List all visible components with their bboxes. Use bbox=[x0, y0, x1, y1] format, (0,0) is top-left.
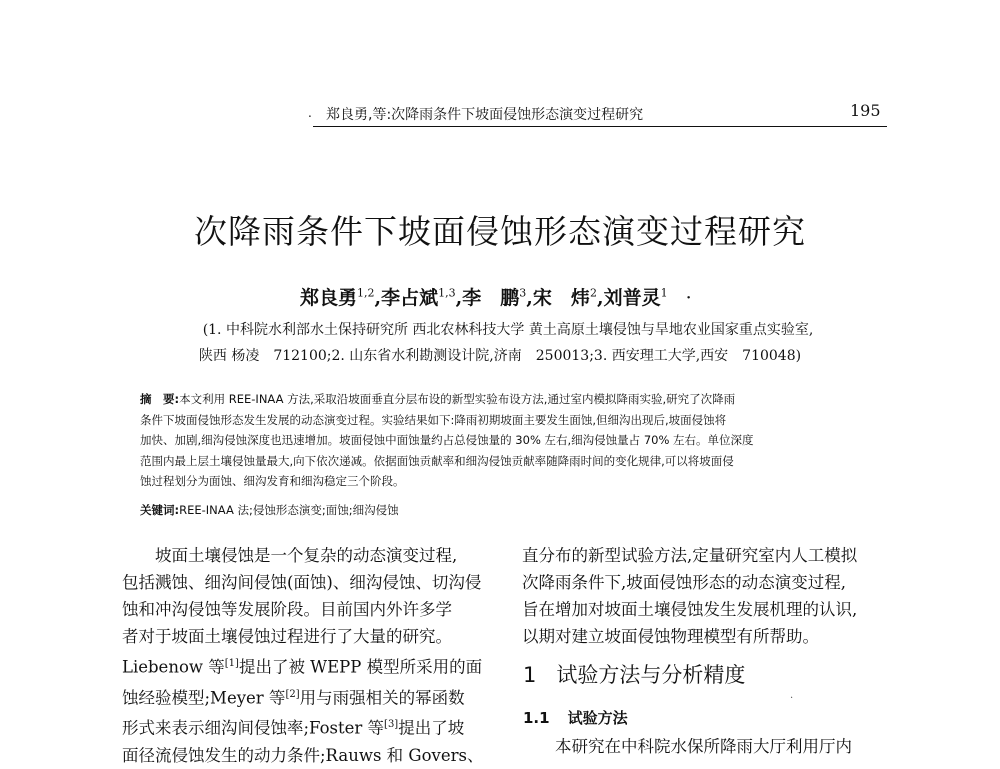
body-text: 蚀经验模型;Meyer 等 bbox=[122, 688, 286, 707]
section-number: 1 bbox=[523, 663, 537, 687]
body-left-column bbox=[122, 542, 502, 769]
abstract-line: 条件下坡面侵蚀形态发生发展的动态演变过程。实验结果如下:降雨初期坡面主要发生面蚀,但细沟出现后,坡面侵蚀将 bbox=[140, 412, 727, 427]
author-affiliation-mark: 3 bbox=[519, 286, 527, 300]
keywords-label: 关键词: bbox=[140, 503, 180, 517]
author-name: 刘普灵 bbox=[603, 287, 661, 309]
paper-title: 次降雨条件下坡面侵蚀形态演变过程研究 bbox=[194, 212, 806, 251]
author-affiliation-mark: 1,2 bbox=[357, 286, 375, 300]
keywords-text: REE-INAA 法;侵蚀形态演变;面蚀;细沟侵蚀 bbox=[179, 503, 399, 517]
abstract bbox=[140, 389, 875, 492]
body-text: Liebenow 等 bbox=[122, 657, 225, 677]
body-line: 坡面土壤侵蚀是一个复杂的动态演变过程, bbox=[122, 546, 458, 565]
author-affiliation-mark: 1,3 bbox=[438, 286, 456, 300]
affiliation-line: (1. 中科院水利部水土保持研究所 西北农林科技大学 黄土高原土壤侵蚀与旱地农业国家重点实验室, bbox=[202, 322, 814, 338]
body-text: 用与雨强相关的幂函数 bbox=[299, 688, 465, 707]
header-rule bbox=[313, 126, 887, 127]
page-number: 195 bbox=[850, 101, 881, 120]
section-heading bbox=[523, 659, 745, 689]
author-affiliation-mark: 1 bbox=[660, 286, 668, 300]
body-line: 者对于坡面土壤侵蚀过程进行了大量的研究。 bbox=[122, 627, 452, 646]
citation-ref: [1] bbox=[224, 658, 239, 669]
body-text: 提出了被 WEPP 模型所采用的面 bbox=[238, 657, 483, 677]
header-mark: . bbox=[308, 106, 312, 120]
abstract-line: 本文利用 REE-INAA 方法,采取沿坡面垂直分层布设的新型实验布设方法,通过室内模拟降雨实验,研究了次降雨 bbox=[179, 392, 736, 406]
section-title: 试验方法与分析精度 bbox=[556, 663, 746, 687]
body-text: 形式来表示细沟间侵蚀率;Foster 等 bbox=[122, 718, 385, 738]
keywords bbox=[140, 502, 399, 518]
affiliation-line: 陕西 杨凌 712100;2. 山东省水利勘测设计院,济南 250013;3. 西安理工大学,西安 710048) bbox=[198, 348, 802, 364]
abstract-label: 摘 要: bbox=[140, 392, 180, 406]
subsection-heading bbox=[523, 707, 628, 728]
body-right-column bbox=[522, 542, 902, 650]
abstract-line: 范围内最上层土壤侵蚀量最大,向下依次递减。依据面蚀贡献率和细沟侵蚀贡献率随降雨时间的变化规律,可以将坡面侵 bbox=[140, 453, 734, 468]
body-line bbox=[122, 711, 502, 742]
author-name: 李占斌 bbox=[381, 287, 439, 309]
subsection-title: 试验方法 bbox=[567, 709, 628, 727]
stray-mark: . bbox=[790, 690, 794, 701]
body-line bbox=[122, 681, 502, 712]
body-line: 本研究在中科院水保所降雨大厅利用厅内 bbox=[555, 737, 852, 756]
body-line: 次降雨条件下,坡面侵蚀形态的动态演变过程, bbox=[522, 573, 846, 592]
body-line: 直分布的新型试验方法,定量研究室内人工模拟 bbox=[522, 546, 858, 565]
author-affiliation-mark: 2 bbox=[589, 286, 597, 300]
body-line: 面径流侵蚀发生的动力条件;Rauws 和 Govers、 bbox=[122, 745, 484, 765]
author-name: 宋 炜 bbox=[532, 287, 590, 309]
body-line: 蚀和冲沟侵蚀等发展阶段。目前国内外许多学 bbox=[122, 600, 452, 619]
stray-dot: · bbox=[685, 287, 692, 309]
abstract-line: 加快、加剧,细沟侵蚀深度也迅速增加。坡面侵蚀中面蚀量约占总侵蚀量的 30% 左右,细沟侵蚀量占 70% 左右。单位深度 bbox=[140, 433, 754, 447]
citation-ref: [2] bbox=[285, 688, 300, 700]
running-title: 郑良勇,等:次降雨条件下坡面侵蚀形态演变过程研究 bbox=[326, 107, 644, 123]
body-line: 以期对建立坡面侵蚀物理模型有所帮助。 bbox=[522, 627, 819, 646]
body-text: 提出了坡 bbox=[398, 718, 465, 738]
citation-ref: [3] bbox=[384, 719, 399, 730]
running-header bbox=[308, 104, 644, 124]
body-line: 包括溅蚀、细沟间侵蚀(面蚀)、细沟侵蚀、切沟侵 bbox=[122, 573, 482, 592]
abstract-line: 蚀过程划分为面蚀、细沟发育和细沟稳定三个阶段。 bbox=[140, 474, 405, 488]
author-name: 郑良勇 bbox=[300, 287, 358, 309]
author-name: 李 鹏 bbox=[462, 287, 520, 309]
subsection-number: 1.1 bbox=[523, 709, 550, 727]
body-line: 旨在增加对坡面土壤侵蚀发生发展机理的认识, bbox=[522, 600, 858, 619]
body-line bbox=[122, 650, 502, 681]
author-list: 郑良勇$^{1,2}$,李占斌$^{1,3}$,李 鹏$^3$,宋 炜$^2$,刘普灵$^1$ · bbox=[300, 286, 692, 309]
